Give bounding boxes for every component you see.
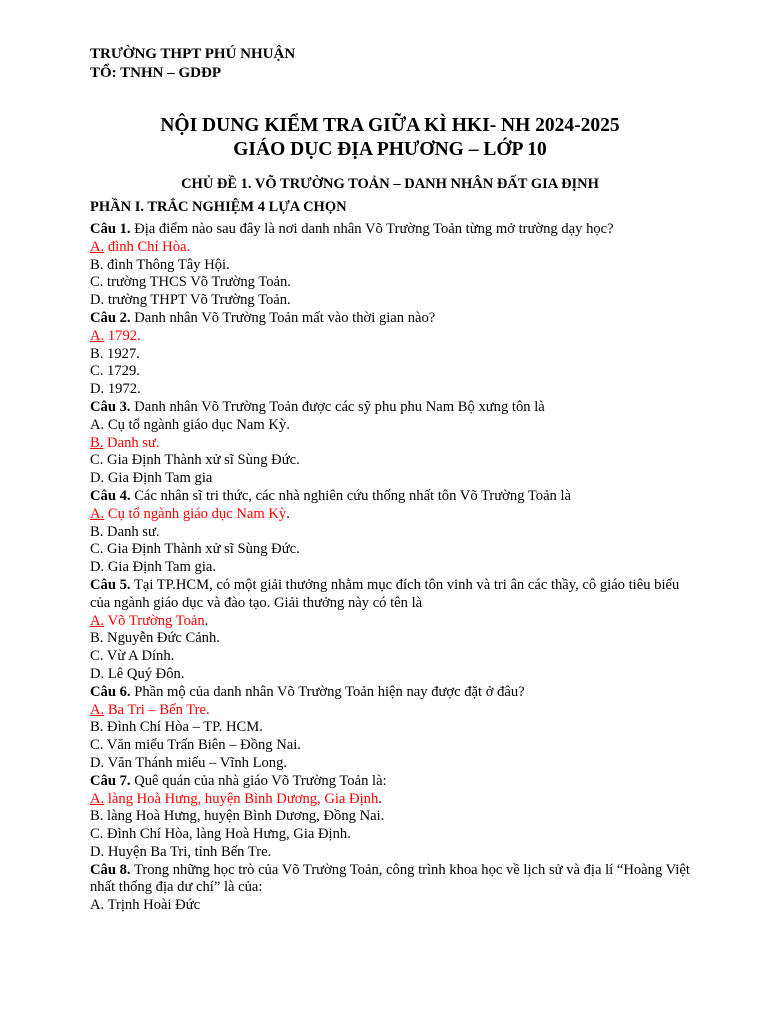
answer-option xyxy=(90,381,690,399)
option-letter: D. xyxy=(90,470,105,487)
answer-option xyxy=(90,897,690,915)
option-text: 1972. xyxy=(107,381,141,398)
question-block xyxy=(90,221,690,310)
option-text: làng Hoà Hưng, huyện Bình Dương, Gia Định xyxy=(107,790,379,807)
option-text: trường THPT Võ Trường Toản. xyxy=(107,292,291,309)
answer-option xyxy=(90,559,690,577)
title-block xyxy=(90,114,690,162)
question-stem xyxy=(90,684,690,702)
answer-option xyxy=(90,630,690,648)
option-text: Nguyễn Đức Cảnh. xyxy=(107,630,220,647)
option-text: Văn miếu Trấn Biên – Đồng Nai. xyxy=(106,737,301,754)
option-letter: D. xyxy=(90,381,105,398)
option-text: Văn Thánh miếu – Vĩnh Long. xyxy=(107,754,288,771)
option-tail: . xyxy=(378,790,382,807)
option-text: Gia Định Tam gia xyxy=(107,470,213,487)
question-list xyxy=(90,221,690,915)
option-letter: A. xyxy=(90,327,105,344)
answer-option-correct xyxy=(90,506,690,524)
option-letter: C. xyxy=(90,648,104,665)
answer-option xyxy=(90,292,690,310)
question-stem xyxy=(90,221,690,239)
option-letter: B. xyxy=(90,719,104,736)
option-letter: C. xyxy=(90,274,104,291)
option-letter: B. xyxy=(90,345,104,362)
question-label: Câu 4. xyxy=(90,487,131,504)
option-text: Lê Quý Đôn. xyxy=(107,665,185,682)
option-text: 1927. xyxy=(107,345,140,362)
question-block xyxy=(90,399,690,488)
option-text: đình Chí Hòa. xyxy=(107,238,191,255)
option-text: Huyện Ba Tri, tỉnh Bến Tre. xyxy=(107,843,272,860)
option-letter: B. xyxy=(90,523,104,540)
option-letter: B. xyxy=(90,630,104,647)
answer-option xyxy=(90,524,690,542)
option-text: Danh sư. xyxy=(107,523,160,540)
question-text: Trong những học trò của Võ Trường Toản, công trình khoa học về lịch sử và địa lí “Hoàng Việt nhất thống địa dư chí” là của: xyxy=(90,861,690,896)
question-block xyxy=(90,577,690,684)
option-text: Cụ tổ ngành giáo dục Nam Kỳ xyxy=(107,505,287,522)
question-label: Câu 6. xyxy=(90,683,131,700)
question-text: Danh nhân Võ Trường Toản được các sỹ phu phu Nam Bộ xưng tôn là xyxy=(134,398,545,415)
option-tail: . xyxy=(286,505,290,522)
answer-option xyxy=(90,417,690,435)
answer-option xyxy=(90,541,690,559)
part-heading: PHẦN I. TRẮC NGHIỆM 4 LỰA CHỌN xyxy=(90,199,347,215)
option-letter: B. xyxy=(90,808,104,825)
question-text: Địa điểm nào sau đây là nơi danh nhân Võ Trường Toản từng mở trường dạy học? xyxy=(134,221,614,237)
option-text: làng Hoà Hưng, huyện Bình Dương, Đồng Nai. xyxy=(107,808,385,825)
option-letter: A. xyxy=(90,790,105,807)
answer-option xyxy=(90,452,690,470)
option-letter: C. xyxy=(90,363,104,380)
question-block xyxy=(90,684,690,773)
school-name: TRƯỜNG THPT PHÚ NHUẬN xyxy=(90,46,296,62)
question-text: Các nhân sĩ tri thức, các nhà nghiên cứu thống nhất tôn Võ Trường Toản là xyxy=(134,487,572,504)
answer-option xyxy=(90,808,690,826)
answer-option xyxy=(90,257,690,275)
question-block xyxy=(90,310,690,399)
answer-option xyxy=(90,826,690,844)
answer-option xyxy=(90,737,690,755)
question-label: Câu 3. xyxy=(90,398,131,415)
answer-option xyxy=(90,363,690,381)
question-stem xyxy=(90,399,690,417)
answer-option xyxy=(90,470,690,488)
option-text: Đình Chí Hòa – TP. HCM. xyxy=(107,719,263,736)
option-text: Võ Trường Toản xyxy=(107,612,205,629)
option-text: Gia Định Thành xử sĩ Sùng Đức. xyxy=(107,452,300,469)
department-name: TỔ: TNHN – GDĐP xyxy=(90,65,221,81)
question-stem xyxy=(90,862,690,898)
option-letter: A. xyxy=(90,897,105,914)
question-label: Câu 5. xyxy=(90,576,131,593)
question-text: Phần mộ của danh nhân Võ Trường Toản hiện nay được đặt ở đâu? xyxy=(134,683,525,700)
question-stem xyxy=(90,488,690,506)
option-letter: D. xyxy=(90,559,105,576)
document-page xyxy=(90,45,690,915)
option-letter: C. xyxy=(90,541,104,558)
option-letter: A. xyxy=(90,238,105,255)
option-text: 1729. xyxy=(107,363,140,380)
question-text: Quê quán của nhà giáo Võ Trường Toản là: xyxy=(134,772,387,789)
question-stem xyxy=(90,577,690,613)
option-text: Gia Định Thành xử sĩ Sùng Đức. xyxy=(107,541,300,558)
document-title: NỘI DUNG KIỂM TRA GIỮA KÌ HKI- NH 2024-2025 xyxy=(160,115,620,136)
option-text: Trịnh Hoài Đức xyxy=(107,897,201,914)
option-letter: D. xyxy=(90,292,105,309)
question-stem xyxy=(90,310,690,328)
option-letter: A. xyxy=(90,701,105,718)
option-text: Danh sư. xyxy=(107,434,160,451)
option-text: 1792. xyxy=(107,327,141,344)
answer-option xyxy=(90,844,690,862)
answer-option xyxy=(90,274,690,292)
option-letter: C. xyxy=(90,737,104,754)
option-letter: C. xyxy=(90,452,104,469)
answer-option xyxy=(90,755,690,773)
option-letter: D. xyxy=(90,754,105,771)
option-letter: A. xyxy=(90,505,105,522)
answer-option-correct xyxy=(90,613,690,631)
option-tail: . xyxy=(204,612,209,629)
question-text: Tại TP.HCM, có một giải thưởng nhằm mục đích tôn vinh và tri ân các thầy, cô giáo tiêu biểu của ngành giáo dục và đào tạo. Giải thưởng này có tên là xyxy=(90,576,680,611)
answer-option xyxy=(90,666,690,684)
option-text: Ba Tri – Bến Tre. xyxy=(107,701,210,718)
option-letter: A. xyxy=(90,416,105,433)
question-block xyxy=(90,773,690,862)
answer-option-correct xyxy=(90,328,690,346)
question-text: Danh nhân Võ Trường Toản mất vào thời gian nào? xyxy=(134,309,436,326)
answer-option xyxy=(90,648,690,666)
question-block xyxy=(90,488,690,577)
question-label: Câu 8. xyxy=(90,861,131,878)
option-text: Vừ A Dính. xyxy=(106,648,175,665)
option-text: Đình Chí Hòa, làng Hoà Hưng, Gia Định. xyxy=(107,826,351,843)
option-letter: A. xyxy=(90,612,105,629)
option-text: Cụ tổ ngành giáo dục Nam Kỳ. xyxy=(107,416,290,433)
question-label: Câu 2. xyxy=(90,309,131,326)
answer-option-correct xyxy=(90,702,690,720)
option-letter: D. xyxy=(90,843,105,860)
option-text: Gia Định Tam gia. xyxy=(107,559,217,576)
option-letter: C. xyxy=(90,826,104,843)
question-block xyxy=(90,862,690,915)
answer-option xyxy=(90,346,690,364)
option-text: đình Thông Tây Hội. xyxy=(107,256,230,273)
option-text: trường THCS Võ Trường Toản. xyxy=(107,274,291,291)
option-letter: B. xyxy=(90,256,104,273)
answer-option-correct xyxy=(90,239,690,257)
answer-option-correct xyxy=(90,435,690,453)
answer-option xyxy=(90,719,690,737)
document-subtitle: GIÁO DỤC ĐỊA PHƯƠNG – LỚP 10 xyxy=(233,139,547,160)
option-letter: B. xyxy=(90,434,104,451)
question-label: Câu 7. xyxy=(90,772,131,789)
question-label: Câu 1. xyxy=(90,221,131,237)
topic-heading: CHỦ ĐỀ 1. VÕ TRƯỜNG TOẢN – DANH NHÂN ĐẤT GIA ĐỊNH xyxy=(181,176,599,192)
option-letter: D. xyxy=(90,665,105,682)
answer-option-correct xyxy=(90,791,690,809)
question-stem xyxy=(90,773,690,791)
